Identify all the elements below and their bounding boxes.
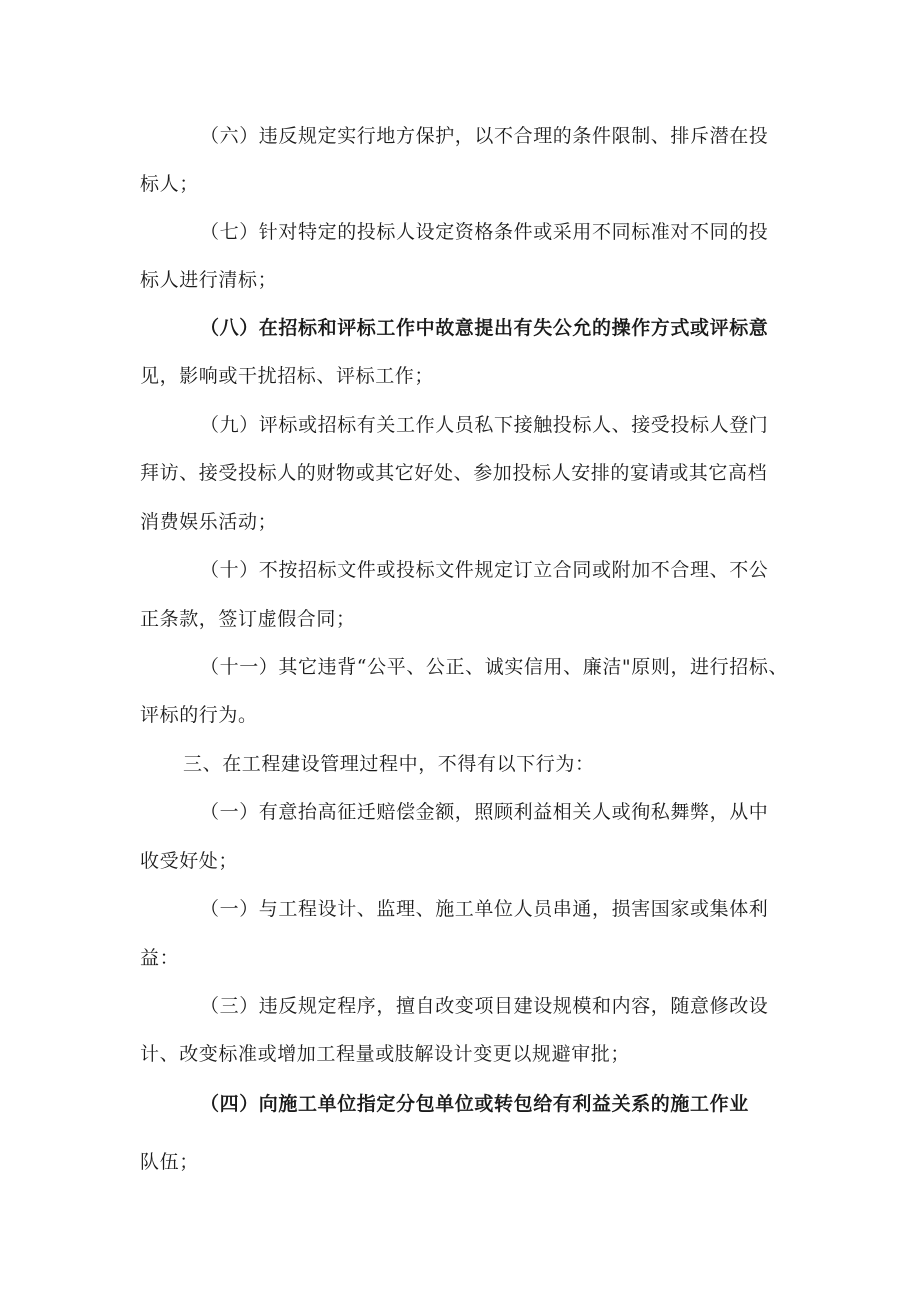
section-3-item-3-line-2: 计、改变标准或增加工程量或肢解设计变更以规避审批； — [140, 1043, 631, 1065]
paragraph-10-line-1: （十）不按招标文件或投标文件规定订立合同或附加不合理、不公 — [200, 559, 769, 581]
paragraph-8-line-1: （八）在招标和评标工作中故意提出有失公允的操作方式或评标意 — [200, 317, 769, 339]
paragraph-7-line-2: 标人进行清标； — [140, 269, 278, 291]
section-3-item-3-line-1: （三）违反规定程序，擅自改变项目建设规模和内容，随意修改设 — [200, 995, 769, 1017]
paragraph-11-line-1: （十一）其它违背“公平、公正、诚实信用、廉洁"原则，进行招标、 — [200, 656, 789, 678]
paragraph-9-line-3: 消费娱乐活动； — [140, 511, 278, 533]
paragraph-10-line-2: 正条款，签订虚假合同； — [140, 608, 356, 630]
section-3-heading: 三、在工程建设管理过程中，不得有以下行为： — [183, 753, 595, 775]
section-3-item-1-line-2: 收受好处； — [140, 850, 239, 872]
section-3-item-4-line-1: （四）向施工单位指定分包单位或转包给有利益关系的施工作业 — [200, 1093, 749, 1115]
section-3-item-2-line-1: （一）与工程设计、监理、施工单位人员串通，损害国家或集体利 — [200, 898, 769, 920]
section-3-item-4-line-2: 队伍； — [140, 1151, 199, 1173]
section-3-item-1-line-1: （一）有意抬高征迁赔偿金额，照顾利益相关人或徇私舞弊，从中 — [200, 801, 769, 823]
paragraph-6-line-1: （六）违反规定实行地方保护，以不合理的条件限制、排斥潜在投 — [200, 125, 769, 147]
paragraph-9-line-1: （九）评标或招标有关工作人员私下接触投标人、接受投标人登门 — [200, 414, 769, 436]
paragraph-7-line-1: （七）针对特定的投标人设定资格条件或采用不同标准对不同的投 — [200, 221, 769, 243]
section-3-item-2-line-2: 益： — [140, 947, 180, 969]
paragraph-6-line-2: 标人； — [140, 173, 199, 195]
paragraph-8-line-2: 见，影响或干扰招标、评标工作； — [140, 365, 435, 387]
paragraph-11-line-2: 评标的行为。 — [140, 704, 258, 726]
paragraph-9-line-2: 拜访、接受投标人的财物或其它好处、参加投标人安排的宴请或其它高档 — [140, 462, 768, 484]
